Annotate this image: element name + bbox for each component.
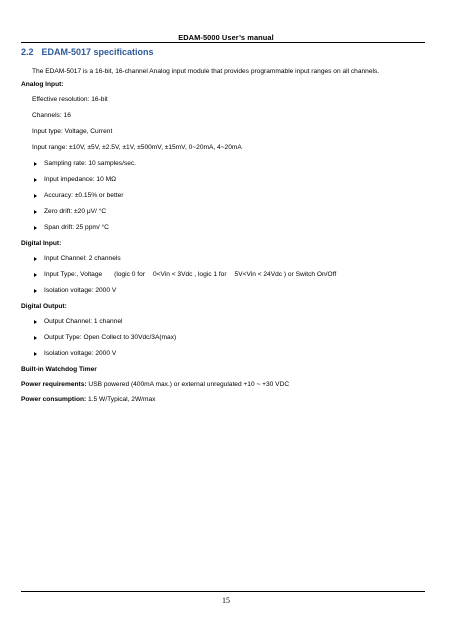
input-type-part: Input Type:, Voltage [44, 271, 103, 278]
power-consumption-value: 1.5 W/Typical, 2W/max [86, 396, 156, 403]
section-title-text: EDAM-5017 specifications [41, 47, 154, 57]
header-rule [21, 42, 425, 43]
bullet-item: Isolation voltage: 2000 V [34, 349, 425, 359]
bullet-item: Span drift: 25 ppm/ °C [34, 223, 425, 233]
intro-paragraph: The EDAM-5017 is a 16-bit, 16-channel Analog input module that provides programmable input ranges on all channels. [32, 68, 380, 75]
power-requirements-label: Power requirements: [21, 381, 87, 388]
bullet-item: Isolation voltage: 2000 V [34, 286, 425, 296]
bullet-item [34, 270, 425, 280]
spec-line: Input type: Voltage, Current [32, 128, 113, 135]
analog-input-heading: Analog Input: [21, 81, 64, 88]
bullet-item: Input Channel: 2 channels [34, 254, 425, 264]
bullet-item: Accuracy: ±0.15% or better [34, 191, 425, 201]
bullet-item: Zero drift: ±20 μV/ °C [34, 207, 425, 217]
input-type-part: 5V<Vin < 24Vdc ) or Switch On/Off [234, 271, 337, 278]
digital-output-heading: Digital Output: [21, 303, 67, 310]
spec-line: Channels: 16 [32, 112, 71, 119]
bullet-item: Output Type: Open Collect to 30Vdc/3A(max) [34, 333, 425, 343]
section-title [21, 47, 154, 57]
spec-line: Input range: ±10V, ±5V, ±2.5V, ±1V, ±500mV, ±15mV, 0~20mA, 4~20mA [32, 144, 242, 151]
power-consumption-label: Power consumption: [21, 396, 87, 403]
page-number: 15 [222, 596, 230, 605]
power-requirements-value: USB powered (400mA max.) or external unregulated +10 ~ +30 VDC [86, 381, 290, 388]
power-requirements [21, 380, 425, 390]
input-type-part: (logic 0 for [114, 271, 145, 278]
page-header: EDAM-5000 User’s manual [178, 33, 274, 42]
footer-rule [21, 591, 425, 592]
digital-input-heading: Digital Input: [21, 240, 62, 247]
bullet-item: Sampling rate: 10 samples/sec. [34, 159, 425, 169]
spec-line: Effective resolution: 16-bit [32, 96, 108, 103]
page-content [21, 67, 425, 410]
bullet-item: Output Channel: 1 channel [34, 317, 425, 327]
bullet-item: Input impedance: 10 MΩ [34, 175, 425, 185]
watchdog-heading: Built-in Watchdog Timer [21, 366, 97, 373]
input-type-part: 0<Vin < 3Vdc , logic 1 for [152, 271, 227, 278]
power-consumption [21, 395, 425, 405]
section-number: 2.2 [21, 47, 34, 57]
